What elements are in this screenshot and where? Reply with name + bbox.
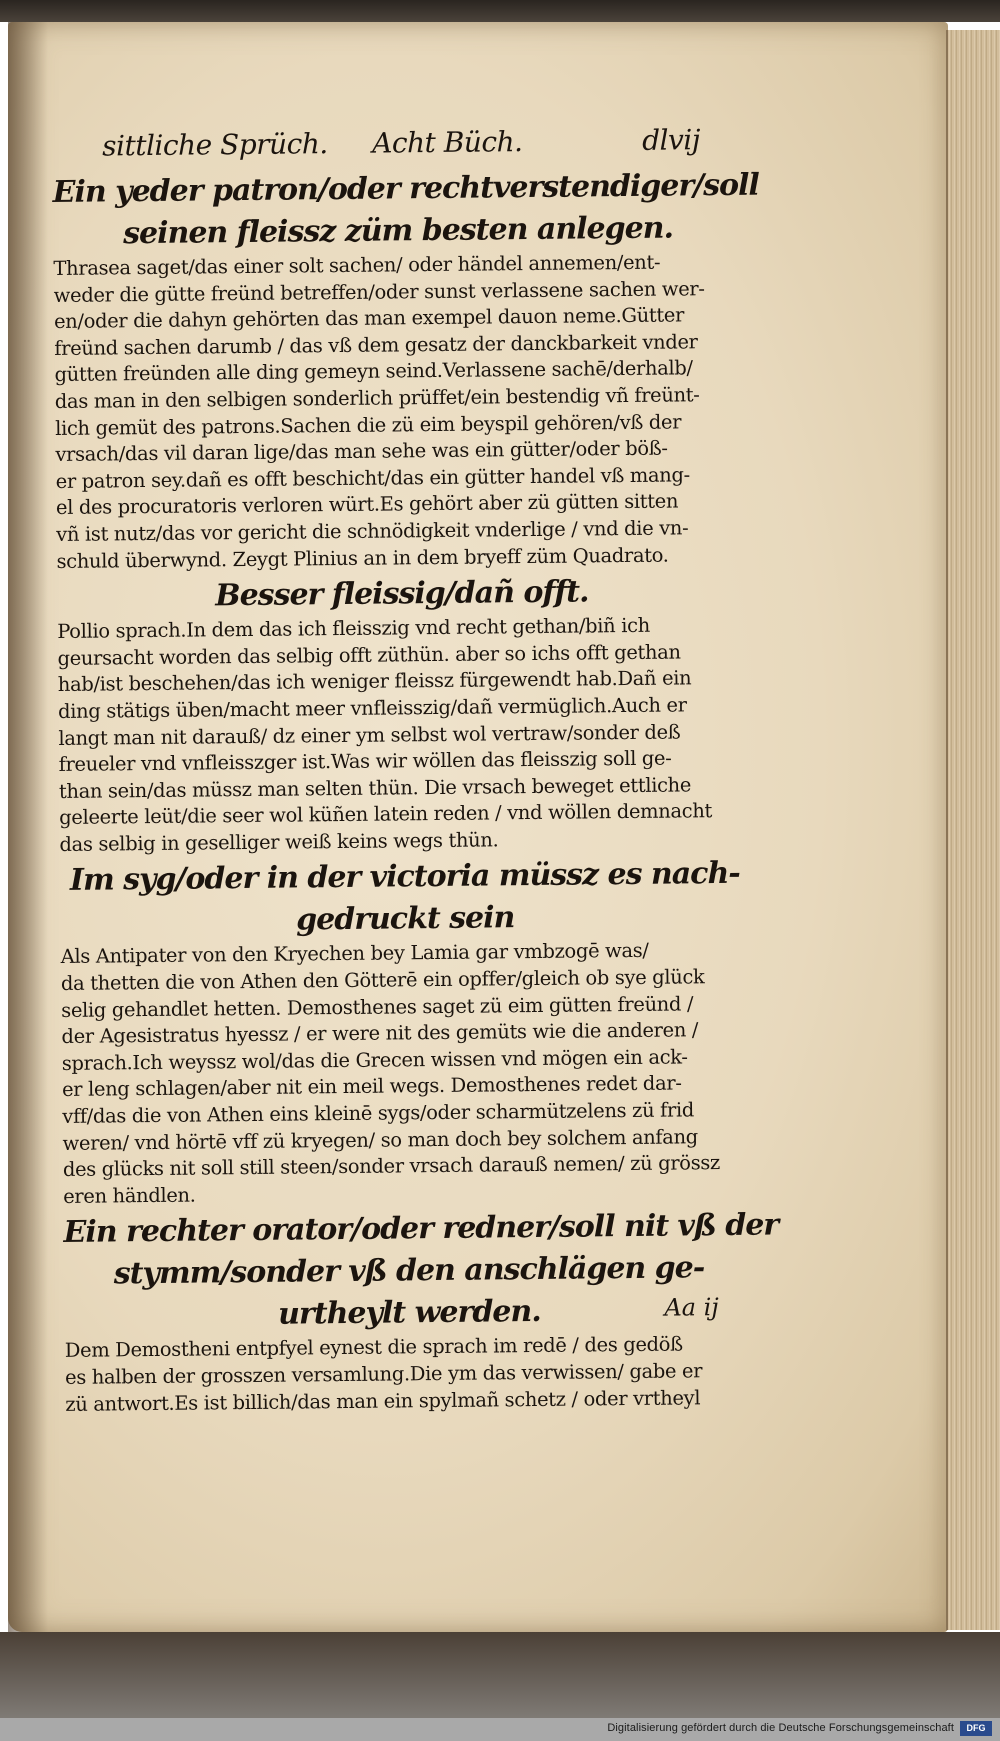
spine-shadow <box>8 22 48 1632</box>
text-line: ding stätigs üben/macht meer vnfleisszig/dañ vermüglich.Auch er <box>57 693 687 723</box>
text-line: geleerte leüt/die seer wol küñen latein reden / vnd wöllen demnacht <box>59 799 713 830</box>
heading-line: urtheylt werden. <box>277 1294 541 1333</box>
text-line: en/oder die dahyn gehörten das man exempel dauon neme.Gütter <box>53 303 685 334</box>
heading-line: Ein yeder patron/oder rechtverstendiger/soll <box>52 167 760 210</box>
text-line: freünd sachen darumb / das vß dem gesatz der danckbarkeit vnder <box>54 330 698 360</box>
section-paragraph <box>57 612 749 859</box>
section-heading <box>63 1205 779 1338</box>
text-line: el des procuratoris verloren würt.Es gehört aber zü gütten sitten <box>55 489 679 520</box>
section-paragraph <box>61 937 754 1210</box>
text-line: than sein/das müssz man selten thün. Die vrsach beweget ettliche <box>58 773 692 803</box>
heading-line: gedruckt sein <box>295 900 515 938</box>
section-heading <box>52 165 760 256</box>
text-line: das selbig in geselliger weiß keins wegs thün. <box>59 828 499 856</box>
text-line: das man in den selbigen sonderlich prüffet/ein bestendig vñ freünt- <box>54 383 700 413</box>
text-line: Dem Demostheni entpfyel eynest die sprach im redē / des gedöß <box>64 1332 683 1363</box>
text-line: vñ ist nutz/das vor gericht die schnödigkeit vnderlige / vnd die vn- <box>56 516 689 546</box>
section-paragraph <box>53 249 746 575</box>
section-paragraph <box>65 1331 756 1418</box>
heading-line: Besser fleissig/dañ offt. <box>215 574 589 614</box>
running-head-center: Acht Büch. <box>371 125 523 160</box>
text-line: weren/ vnd hörtē vff zü kryegen/ so man doch bey solchem anfang <box>62 1124 698 1155</box>
text-line: er leng schlagen/aber nit ein meil wegs. Demosthenes redet dar- <box>61 1071 682 1102</box>
heading-line: stymm/sonder vß den anschlägen ge- <box>113 1250 705 1292</box>
text-line: langt man nit darauß/ dz einer ym selbst wol vertraw/sonder deß <box>58 719 681 750</box>
footer-credit: Digitalisierung gefördert durch die Deutsche Forschungsgemeinschaft <box>607 1722 954 1734</box>
text-line: vrsach/das vil daran lige/das man sehe was ein gütter/oder böß- <box>55 436 668 467</box>
page-edges <box>946 30 1000 1630</box>
text-line: selig gehandlet hetten. Demosthenes saget zü eim gütten freünd / <box>61 991 694 1022</box>
text-line: weder die gütte freünd betreffen/oder sunst verlassene sachen wer- <box>53 276 705 307</box>
heading-line: Ein rechter orator/oder redner/soll nit vß der <box>63 1207 779 1251</box>
dfg-logo: DFG <box>960 1721 992 1736</box>
scan-top-edge <box>0 0 1000 22</box>
folio-number: dlvij <box>641 123 701 157</box>
text-line: gütten freünden alle ding gemeyn seind.Verlassene sachē/derhalb/ <box>54 356 693 387</box>
text-line: des glücks nit soll still steen/sonder vrsach darauß nemen/ zü grössz <box>62 1151 720 1182</box>
heading-line: Im syg/oder in der victoria müssz es nach- <box>69 856 740 899</box>
text-line: Als Antipater von den Kryechen bey Lamia gar vmbzogē was/ <box>60 939 649 969</box>
text-line: zü antwort.Es ist billich/das man ein spylmañ schetz / oder vrtheyl <box>65 1385 701 1416</box>
text-line: sprach.Ich weyssz wol/das die Grecen wissen vnd mögen ein ack- <box>61 1045 688 1075</box>
text-line: Thrasea saget/das einer solt sachen/ oder händel annemen/ent- <box>53 250 661 280</box>
text-line: schuld überwynd. Zeygt Plinius an in dem bryeff züm Quadrato. <box>56 543 669 573</box>
text-line: freueler vnd vnfleisszger ist.Was wir wöllen das fleisszig soll ge- <box>58 746 672 777</box>
text-line: der Agesistratus hyessz / er were nit des gemüts wie die anderen / <box>61 1018 699 1049</box>
section-heading <box>60 853 751 944</box>
text-line: eren händlen. <box>63 1183 196 1208</box>
heading-line: seinen fleissz züm besten anlegen. <box>122 210 674 252</box>
text-line: Pollio sprach.In dem das ich fleisszig vnd recht gethan/biñ ich <box>57 613 650 644</box>
running-head-left: sittliche Sprüch. <box>101 127 328 163</box>
text-line: es halben der grosszen versamlung.Die ym das verwissen/ gabe er <box>64 1359 703 1389</box>
signature-mark: Aa ij <box>664 1293 719 1322</box>
text-line: lich gemüt des patrons.Sachen die zü eim beyspil gehören/vß der <box>55 409 682 440</box>
text-line: er patron sey.dañ es offt beschicht/das ein gütter handel vß mang- <box>55 463 690 493</box>
text-line: vff/das die von Athen eins kleinē sygs/oder scharmützelens zü frid <box>62 1098 695 1128</box>
text-line: hab/ist beschehen/das ich weniger fleissz fürgewendt hab.Dañ ein <box>57 666 692 697</box>
text-line: da thetten die von Athen den Götterē ein opffer/gleich ob sye glück <box>60 965 705 996</box>
text-line: geursacht worden das selbig offt züthün. aber so ichs offt gethan <box>57 640 681 670</box>
running-head <box>52 123 742 170</box>
section-heading <box>57 570 747 619</box>
page-text-block <box>52 123 779 1418</box>
